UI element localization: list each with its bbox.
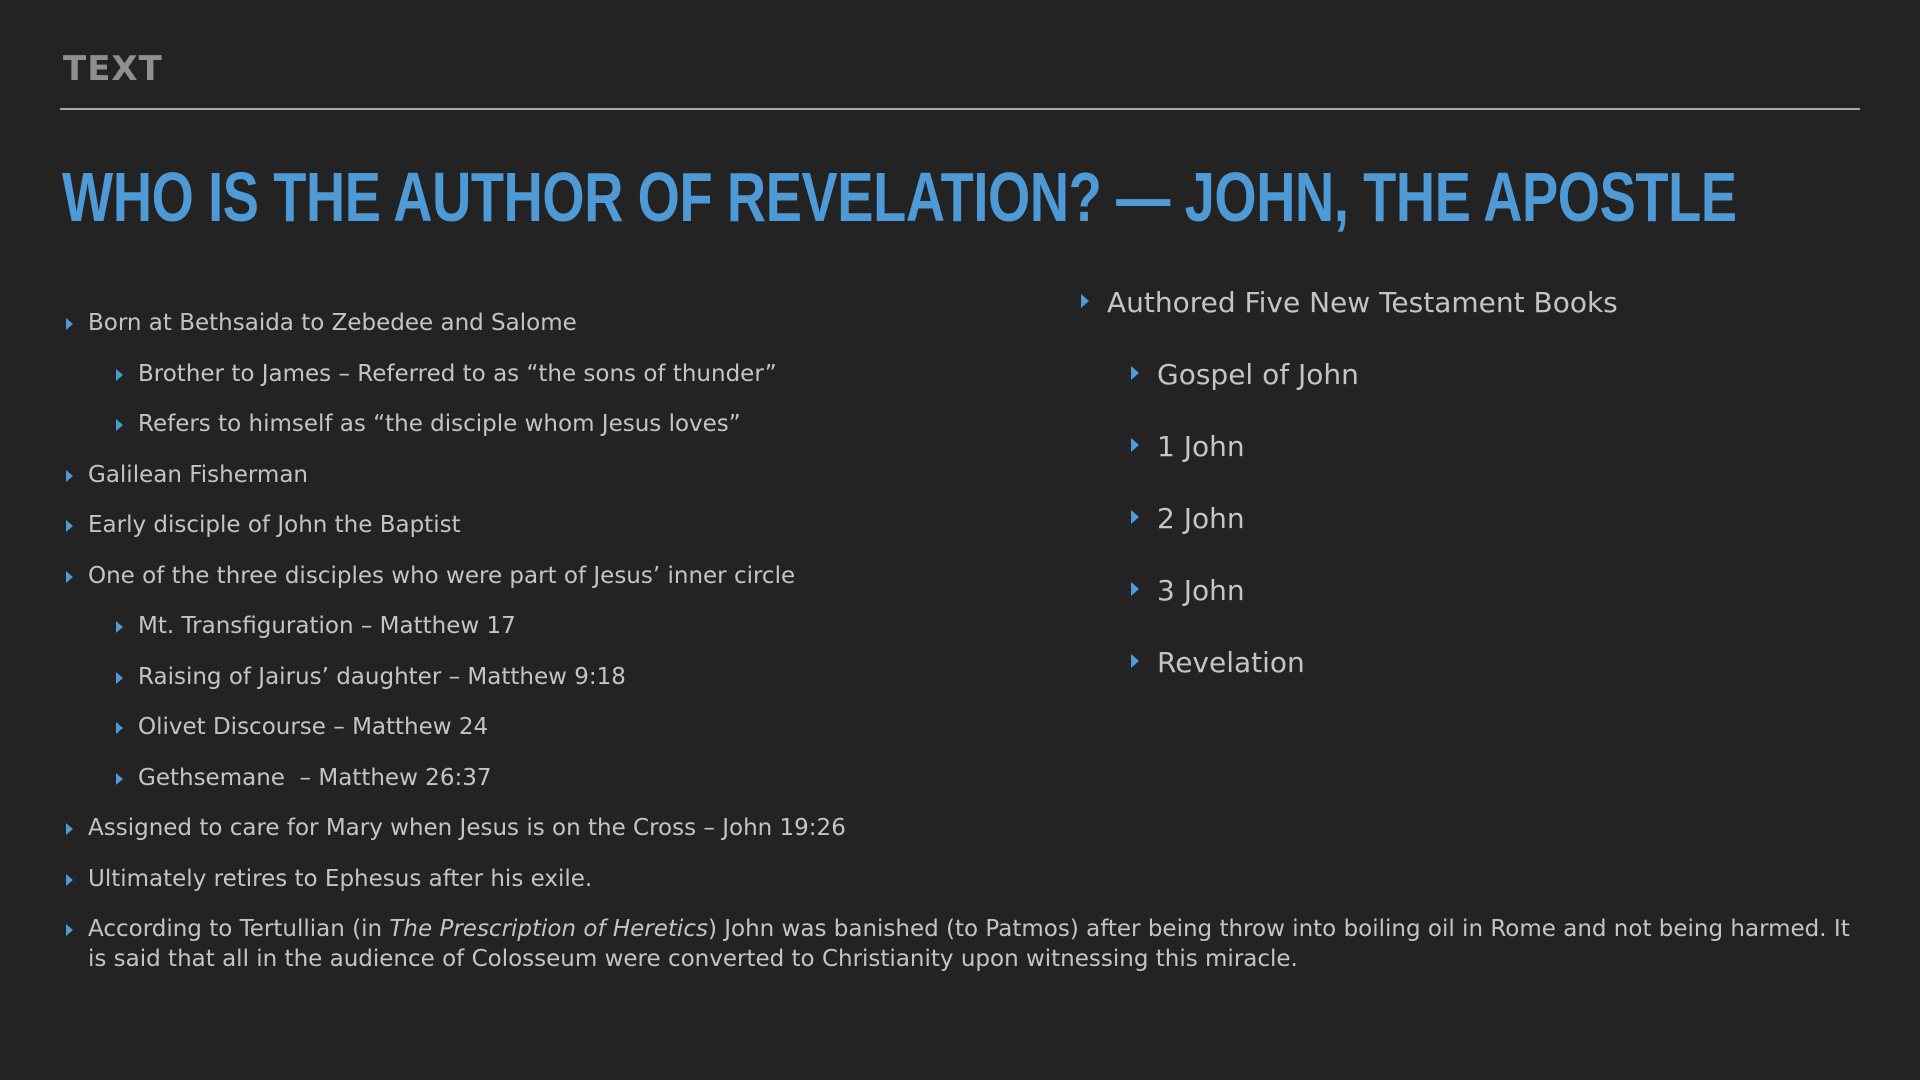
list-item-text: Mt. Transfiguration – Matthew 17 bbox=[138, 613, 516, 639]
tertullian-prefix: According to Tertullian (in bbox=[88, 916, 390, 942]
book-name: Gospel of John bbox=[1157, 358, 1359, 391]
list-item-text: Gethsemane – Matthew 26:37 bbox=[138, 764, 492, 791]
book-title: The Prescription of Heretics bbox=[389, 916, 708, 942]
triangle-bullet-icon bbox=[1131, 510, 1139, 524]
book-name: 3 John bbox=[1157, 574, 1245, 607]
triangle-bullet-icon bbox=[116, 621, 123, 633]
book-item bbox=[1130, 357, 1860, 429]
triangle-bullet-icon bbox=[1081, 294, 1089, 308]
list-item-olivet bbox=[114, 712, 1864, 763]
triangle-bullet-icon bbox=[1131, 582, 1139, 596]
section-label: TEXT bbox=[63, 49, 163, 89]
slide-title: WHO IS THE AUTHOR OF REVELATION? — JOHN, THE APOSTLE bbox=[62, 158, 1737, 236]
triangle-bullet-icon bbox=[66, 470, 73, 482]
list-item-text: Born at Bethsaida to Zebedee and Salome bbox=[88, 310, 577, 336]
triangle-bullet-icon bbox=[116, 419, 123, 431]
list-item-text: Raising of Jairus’ daughter – Matthew 9:18 bbox=[138, 663, 626, 690]
tertullian-suffix: ) John was banished (to Patmos) after being throw into boiling oil in Rome and not being harmed. It is said that all in the audience of Colosseum were converted to Christianity upon witnessing this miracle. bbox=[88, 916, 1850, 972]
triangle-bullet-icon bbox=[66, 823, 73, 835]
triangle-bullet-icon bbox=[66, 874, 73, 886]
list-item-text: Olivet Discourse – Matthew 24 bbox=[138, 714, 489, 740]
books-list bbox=[1080, 285, 1860, 717]
list-item-text: Early disciple of John the Baptist bbox=[88, 512, 461, 538]
triangle-bullet-icon bbox=[66, 924, 73, 936]
triangle-bullet-icon bbox=[1131, 654, 1139, 668]
book-item bbox=[1130, 501, 1860, 573]
list-item-ephesus bbox=[64, 864, 1864, 915]
book-item bbox=[1130, 645, 1860, 717]
triangle-bullet-icon bbox=[66, 318, 73, 330]
triangle-bullet-icon bbox=[66, 571, 73, 583]
list-item-gethsemane bbox=[114, 763, 1864, 814]
list-item-text: Authored Five New Testament Books bbox=[1107, 286, 1618, 319]
triangle-bullet-icon bbox=[116, 672, 123, 684]
triangle-bullet-icon bbox=[116, 722, 123, 734]
list-item-text: Galilean Fisherman bbox=[88, 461, 309, 488]
triangle-bullet-icon bbox=[116, 773, 123, 785]
list-item-text: One of the three disciples who were part of Jesus’ inner circle bbox=[88, 562, 796, 589]
header-divider bbox=[60, 108, 1860, 110]
book-name: 2 John bbox=[1157, 502, 1245, 535]
triangle-bullet-icon bbox=[1131, 438, 1139, 452]
books-heading bbox=[1080, 285, 1860, 357]
list-item-text: Refers to himself as “the disciple whom Jesus loves” bbox=[138, 411, 741, 437]
triangle-bullet-icon bbox=[66, 520, 73, 532]
list-item-text: Ultimately retires to Ephesus after his exile. bbox=[88, 865, 593, 892]
list-item-text: Assigned to care for Mary when Jesus is on the Cross – John 19:26 bbox=[88, 815, 846, 841]
book-item bbox=[1130, 429, 1860, 501]
list-item-mary bbox=[64, 813, 1864, 864]
book-name: 1 John bbox=[1157, 430, 1245, 463]
list-item-text: Brother to James – Referred to as “the sons of thunder” bbox=[138, 360, 777, 387]
book-name: Revelation bbox=[1157, 646, 1305, 679]
triangle-bullet-icon bbox=[1131, 366, 1139, 380]
book-item bbox=[1130, 573, 1860, 645]
triangle-bullet-icon bbox=[116, 369, 123, 381]
list-item-tertullian bbox=[64, 914, 1864, 974]
